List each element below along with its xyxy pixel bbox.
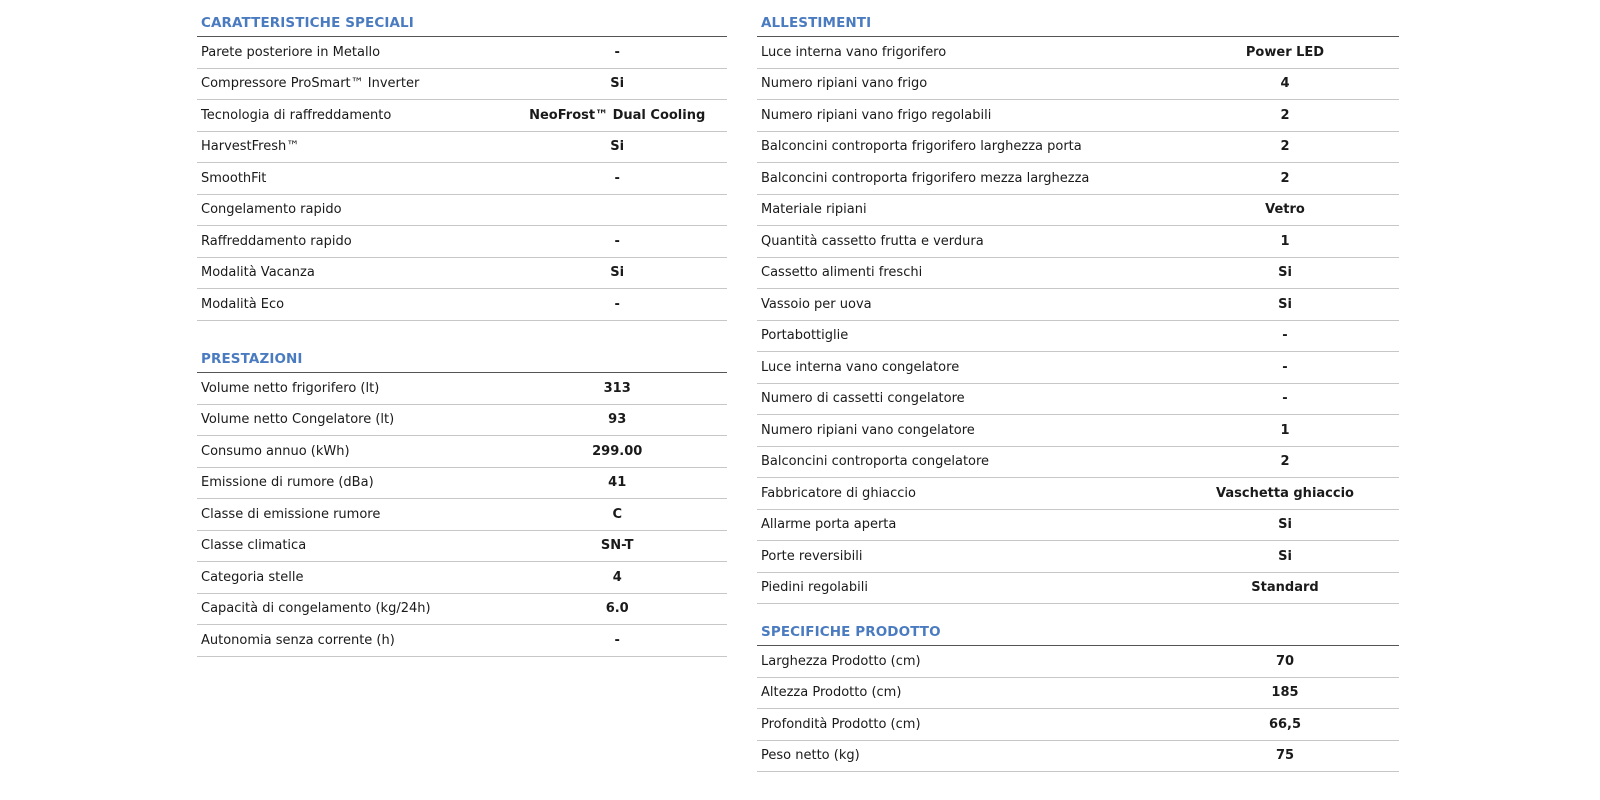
section-prestazioni bbox=[197, 342, 727, 657]
table-row bbox=[757, 384, 1399, 416]
row-value: NeoFrost™ Dual Cooling bbox=[529, 107, 706, 123]
table-row bbox=[757, 573, 1399, 605]
spec-table bbox=[757, 37, 1399, 604]
row-value: 2 bbox=[1280, 454, 1290, 470]
table-row bbox=[197, 132, 727, 164]
row-label: Quantità cassetto frutta e verdura bbox=[761, 233, 984, 249]
table-row bbox=[197, 163, 727, 195]
row-label: Modalità Vacanza bbox=[201, 265, 315, 281]
row-label: Compressore ProSmart™ Inverter bbox=[201, 76, 420, 92]
section-allestimenti bbox=[757, 6, 1399, 604]
row-label: Vassoio per uova bbox=[761, 296, 872, 312]
row-value: C bbox=[612, 506, 622, 522]
table-row bbox=[757, 541, 1399, 573]
row-label: Altezza Prodotto (cm) bbox=[761, 685, 902, 701]
row-label: Categoria stelle bbox=[201, 569, 304, 585]
spec-table bbox=[197, 37, 727, 321]
row-value: SN-T bbox=[600, 538, 634, 554]
row-label: Materiale ripiani bbox=[761, 202, 867, 218]
row-value: Si bbox=[610, 139, 625, 155]
row-label: Modalità Eco bbox=[201, 296, 285, 312]
row-value: - bbox=[614, 296, 620, 312]
table-row bbox=[757, 37, 1399, 69]
row-value: - bbox=[1282, 391, 1288, 407]
row-value: - bbox=[614, 233, 620, 249]
table-row bbox=[757, 352, 1399, 384]
table-row bbox=[197, 405, 727, 437]
section-title: ALLESTIMENTI bbox=[757, 6, 1399, 37]
row-label: Balconcini controporta congelatore bbox=[761, 454, 990, 470]
table-row bbox=[757, 415, 1399, 447]
table-row bbox=[757, 258, 1399, 290]
row-label: Raffreddamento rapido bbox=[201, 233, 352, 249]
table-row bbox=[197, 69, 727, 101]
table-row bbox=[757, 709, 1399, 741]
section-title: SPECIFICHE PRODOTTO bbox=[757, 615, 1399, 646]
row-label: Consumo annuo (kWh) bbox=[201, 443, 350, 459]
row-value: Si bbox=[610, 76, 625, 92]
table-row bbox=[757, 510, 1399, 542]
table-row bbox=[197, 625, 727, 657]
table-row bbox=[757, 132, 1399, 164]
table-row bbox=[757, 226, 1399, 258]
row-label: Larghezza Prodotto (cm) bbox=[761, 653, 921, 669]
row-label: Parete posteriore in Metallo bbox=[201, 44, 381, 60]
table-row bbox=[757, 741, 1399, 773]
table-row bbox=[757, 447, 1399, 479]
row-value: Si bbox=[1278, 265, 1292, 281]
row-value: 4 bbox=[1280, 76, 1290, 92]
table-row bbox=[757, 100, 1399, 132]
row-label: Classe di emissione rumore bbox=[201, 506, 381, 522]
table-row bbox=[757, 678, 1399, 710]
row-value: 2 bbox=[1280, 139, 1290, 155]
row-value: Vetro bbox=[1265, 202, 1305, 218]
row-label: Congelamento rapido bbox=[201, 202, 342, 218]
row-value: 6.0 bbox=[605, 601, 629, 617]
row-value: 299.00 bbox=[592, 443, 643, 459]
table-row bbox=[197, 289, 727, 321]
row-label: SmoothFit bbox=[201, 170, 267, 186]
row-label: Autonomia senza corrente (h) bbox=[201, 632, 395, 648]
row-label: Fabbricatore di ghiaccio bbox=[761, 485, 916, 501]
row-value: Si bbox=[1278, 548, 1292, 564]
row-value: 2 bbox=[1280, 107, 1290, 123]
row-value: 185 bbox=[1271, 685, 1299, 701]
row-label: Balconcini controporta frigorifero larghezza porta bbox=[761, 139, 1082, 155]
row-label: Profondità Prodotto (cm) bbox=[761, 716, 921, 732]
row-label: Volume netto Congelatore (lt) bbox=[201, 412, 395, 428]
table-row bbox=[757, 646, 1399, 678]
row-value: - bbox=[1282, 328, 1288, 344]
row-value: - bbox=[1282, 359, 1288, 375]
row-label: Portabottiglie bbox=[761, 328, 849, 344]
table-row bbox=[757, 478, 1399, 510]
table-row bbox=[757, 69, 1399, 101]
row-value: 4 bbox=[612, 569, 622, 585]
table-row bbox=[197, 195, 727, 227]
row-value: - bbox=[614, 170, 620, 186]
row-value: 70 bbox=[1275, 653, 1295, 669]
row-label: Capacità di congelamento (kg/24h) bbox=[201, 601, 431, 617]
row-value: Standard bbox=[1251, 580, 1319, 596]
table-row bbox=[197, 531, 727, 563]
spec-table bbox=[757, 646, 1399, 772]
table-row bbox=[197, 499, 727, 531]
section-caratteristiche-speciali bbox=[197, 6, 727, 321]
row-label: HarvestFresh™ bbox=[201, 139, 300, 155]
row-value: - bbox=[614, 632, 620, 648]
row-label: Tecnologia di raffreddamento bbox=[201, 107, 392, 123]
section-title: PRESTAZIONI bbox=[197, 342, 727, 373]
section-specifiche-prodotto bbox=[757, 615, 1399, 772]
table-row bbox=[757, 163, 1399, 195]
row-label: Numero ripiani vano congelatore bbox=[761, 422, 975, 438]
table-row bbox=[197, 436, 727, 468]
row-label: Luce interna vano frigorifero bbox=[761, 44, 947, 60]
row-value: 93 bbox=[608, 412, 627, 428]
table-row bbox=[757, 289, 1399, 321]
row-value: 41 bbox=[608, 475, 627, 491]
row-value: 313 bbox=[603, 380, 631, 396]
table-row bbox=[197, 373, 727, 405]
row-value: 66,5 bbox=[1268, 716, 1302, 732]
table-row bbox=[197, 226, 727, 258]
row-value: Si bbox=[610, 265, 625, 281]
row-label: Numero di cassetti congelatore bbox=[761, 391, 965, 407]
row-label: Classe climatica bbox=[201, 538, 307, 554]
table-row bbox=[197, 468, 727, 500]
row-value: Si bbox=[1278, 517, 1292, 533]
row-label: Allarme porta aperta bbox=[761, 517, 897, 533]
row-label: Volume netto frigorifero (lt) bbox=[201, 380, 380, 396]
row-label: Numero ripiani vano frigo bbox=[761, 76, 928, 92]
row-value: Si bbox=[1278, 296, 1292, 312]
row-label: Piedini regolabili bbox=[761, 580, 868, 596]
row-label: Balconcini controporta frigorifero mezza larghezza bbox=[761, 170, 1090, 186]
row-value: - bbox=[614, 44, 620, 60]
row-value: 1 bbox=[1280, 233, 1290, 249]
table-row bbox=[757, 195, 1399, 227]
row-label: Porte reversibili bbox=[761, 548, 863, 564]
table-row bbox=[197, 594, 727, 626]
table-row bbox=[197, 100, 727, 132]
table-row bbox=[197, 258, 727, 290]
row-value: Power LED bbox=[1245, 44, 1325, 60]
row-value: Vaschetta ghiaccio bbox=[1216, 485, 1354, 501]
table-row bbox=[757, 321, 1399, 353]
row-value: 1 bbox=[1280, 422, 1290, 438]
row-label: Numero ripiani vano frigo regolabili bbox=[761, 107, 992, 123]
row-label: Emissione di rumore (dBa) bbox=[201, 475, 374, 491]
spec-table bbox=[197, 373, 727, 657]
row-value: 2 bbox=[1280, 170, 1290, 186]
row-label: Cassetto alimenti freschi bbox=[761, 265, 923, 281]
row-value: 75 bbox=[1275, 748, 1295, 764]
table-row bbox=[197, 37, 727, 69]
section-title: CARATTERISTICHE SPECIALI bbox=[197, 6, 727, 37]
row-label: Peso netto (kg) bbox=[761, 748, 860, 764]
row-label: Luce interna vano congelatore bbox=[761, 359, 960, 375]
table-row bbox=[197, 562, 727, 594]
